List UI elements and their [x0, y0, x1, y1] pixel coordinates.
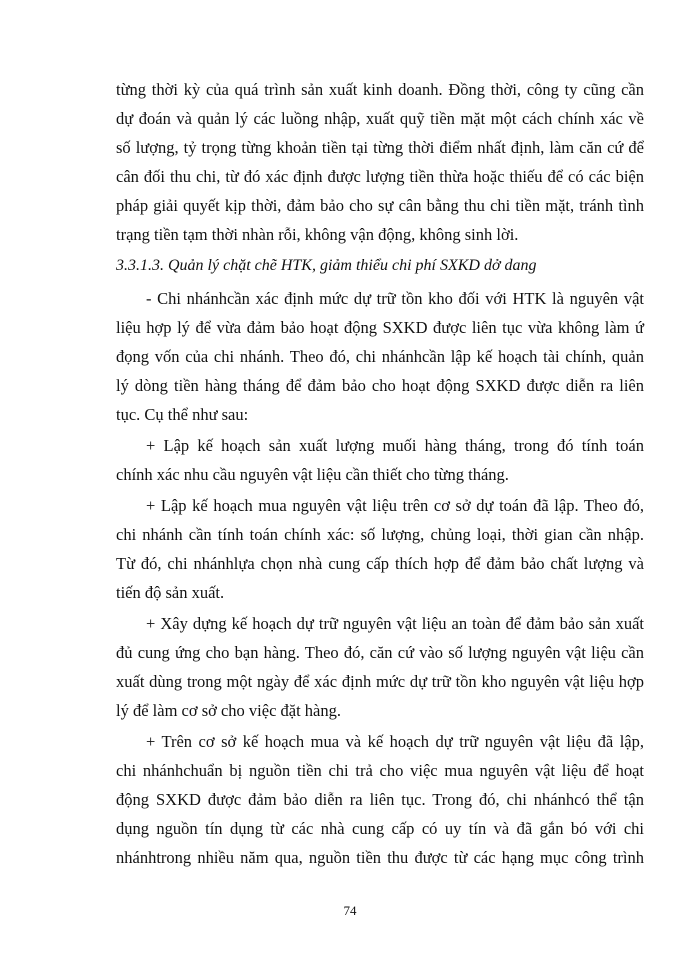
text-line: dụng nguồn tín dụng từ các nhà cung cấp có uy tín và đã gắn bó với chi	[116, 819, 644, 838]
text-line: lý để làm cơ sở cho việc đặt hàng.	[116, 701, 342, 720]
text-line: đủ cung ứng cho bạn hàng. Theo đó, căn cứ vào số lượng nguyên vật liệu cần	[116, 643, 644, 662]
text-line: động SXKD được đảm bảo diễn ra liên tục. Trong đó, chi nhánhcó thể tận	[116, 790, 644, 809]
text-line: dự đoán và quản lý các luồng nhập, xuất quỹ tiền mặt một cách chính xác về	[116, 109, 644, 128]
text-line: chi nhánhchuẩn bị nguồn tiền chi trả cho việc mua nguyên vật liệu để hoạt	[116, 761, 644, 780]
text-line: trạng tiền tạm thời nhàn rỗi, không vận động, không sinh lời.	[116, 225, 519, 244]
text-line: Từ đó, chi nhánhlựa chọn nhà cung cấp thích hợp để đảm bảo chất lượng và	[116, 554, 644, 573]
text-line: số lượng, tỷ trọng từng khoản tiền tại từng thời điểm nhất định, làm căn cứ để	[116, 138, 644, 157]
text-line: + Lập kế hoạch mua nguyên vật liệu trên cơ sở dự toán đã lập. Theo đó,	[146, 496, 644, 515]
text-line: tục. Cụ thể như sau:	[116, 405, 249, 424]
section-heading: 3.3.1.3. Quản lý chặt chẽ HTK, giảm thiểu chi phí SXKD dở dang	[116, 257, 537, 274]
text-line: cân đối thu chi, từ đó xác định được lượng tiền thừa hoặc thiếu để có các biện	[116, 167, 644, 186]
text-line: đọng vốn của chi nhánh. Theo đó, chi nhánhcần lập kế hoạch tài chính, quản	[116, 347, 644, 366]
text-line: lý dòng tiền hàng tháng để đảm bảo cho hoạt động SXKD được diễn ra liên	[116, 376, 644, 395]
text-line: nhánhtrong nhiều năm qua, nguồn tiền thu được từ các hạng mục công trình	[116, 848, 644, 867]
text-line: xuất dùng trong một ngày để xác định mức dự trữ tồn kho nguyên vật liệu hợp	[116, 672, 644, 691]
text-line: + Xây dựng kế hoạch dự trữ nguyên vật liệu an toàn để đảm bảo sản xuất	[146, 614, 644, 633]
text-line: pháp giải quyết kịp thời, đảm bảo cho sự cân bằng thu chi tiền mặt, tránh tình	[116, 196, 644, 215]
text-line: chính xác nhu cầu nguyên vật liệu cần thiết cho từng tháng.	[116, 465, 509, 484]
text-line: tiến độ sản xuất.	[116, 583, 225, 602]
page-number: 74	[343, 903, 357, 918]
text-line: liệu hợp lý để vừa đảm bảo hoạt động SXKD được liên tục vừa không làm ứ	[116, 318, 644, 337]
text-line: + Lập kế hoạch sản xuất lượng muối hàng tháng, trong đó tính toán	[146, 436, 644, 455]
text-line: từng thời kỳ của quá trình sản xuất kinh doanh. Đồng thời, công ty cũng cần	[116, 80, 644, 99]
text-line: chi nhánh cần tính toán chính xác: số lượng, chủng loại, thời gian cần nhập.	[116, 525, 644, 544]
text-line: + Trên cơ sở kế hoạch mua và kế hoạch dự trữ nguyên vật liệu đã lập,	[146, 732, 644, 751]
text-line: - Chi nhánhcần xác định mức dự trữ tồn kho đối với HTK là nguyên vật	[146, 289, 644, 308]
